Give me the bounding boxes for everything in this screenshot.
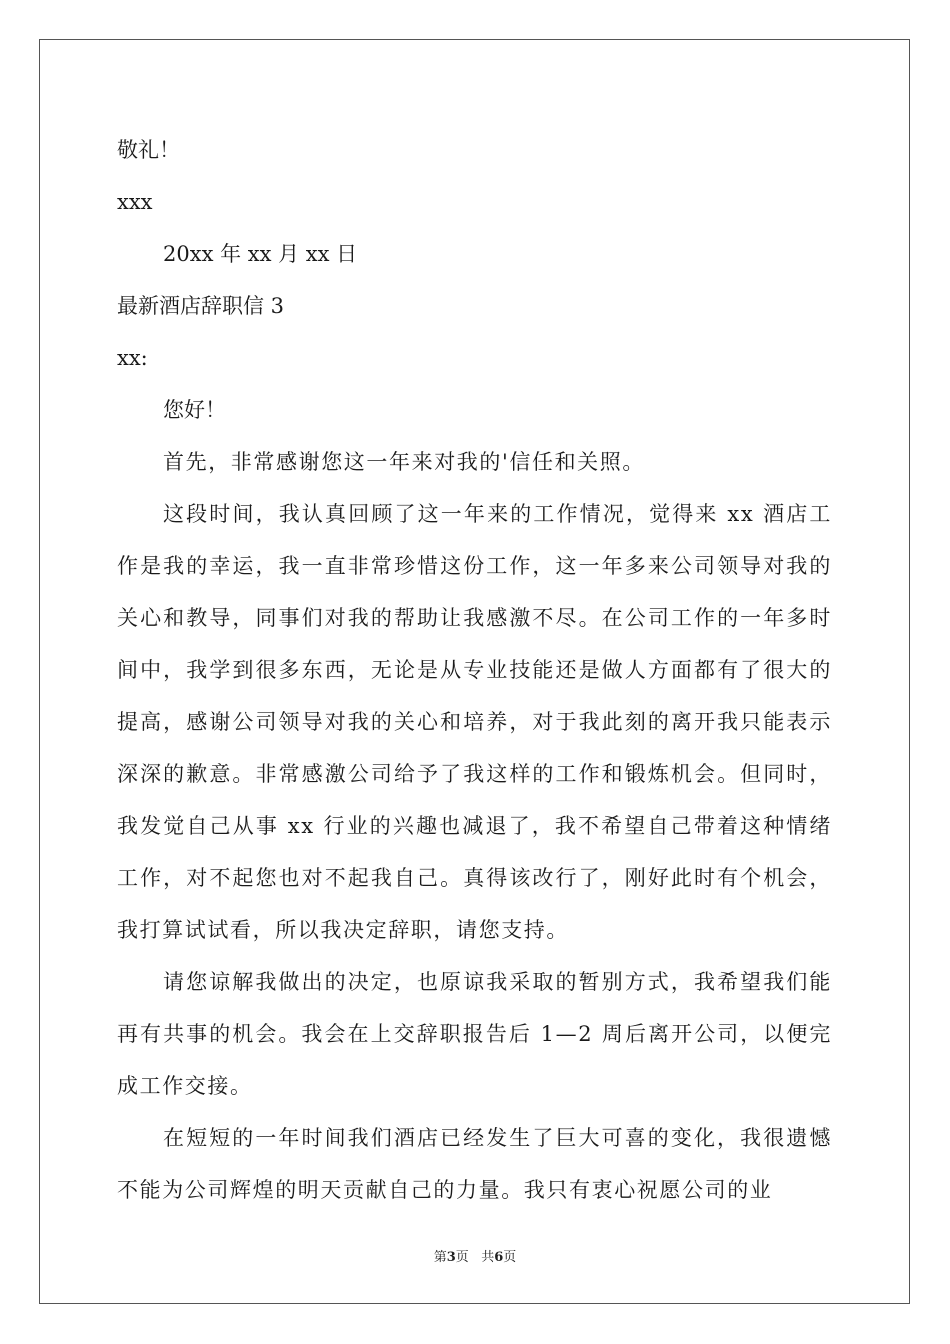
footer-prefix: 第 [433,1250,447,1265]
signature-line: xxx [117,190,153,214]
paragraph: 在短短的一年时间我们酒店已经发生了巨大可喜的变化，我很遗憾不能为公司辉煌的明天贡献自己的力量。我只有衷心祝愿公司的业 [117,1126,832,1202]
salutation-line: xx: [117,346,148,370]
document-body [117,124,832,1216]
current-page-number: 3 [446,1250,456,1265]
footer-total-prefix: 共 [481,1250,495,1265]
footer-page-suffix: 页 [455,1250,469,1265]
total-page-number: 6 [494,1250,504,1265]
greeting-line: 您好！ [163,398,226,422]
paragraph: 这段时间，我认真回顾了这一年来的工作情况，觉得来 xx 酒店工作是我的幸运，我一直非常珍惜这份工作，这一年多来公司领导对我的关心和教导，同事们对我的帮助让我感激不尽。在公司工作的一年多时间中，我学到很多东西，无论是从专业技能还是做人方面都有了很大的提高，感谢公司领导对我的关心和培养，对于我此刻的离开我只能表示深深的歉意。非常感激公司给予了我这样的工作和锻炼机会。但同时，我发觉自己从事 xx 行业的兴趣也减退了，我不希望自己带着这种情绪工作，对不起您也对不起我自己。真得该改行了，刚好此时有个机会，我打算试试看，所以我决定辞职，请您支持。 [117,502,832,942]
date-line: 20xx 年 xx 月 xx 日 [163,242,358,266]
paragraph: 首先，非常感谢您这一年来对我的'信任和关照。 [163,450,645,474]
section-title: 最新酒店辞职信 3 [117,294,285,318]
closing-line: 敬礼！ [117,138,180,162]
paragraph: 请您谅解我做出的决定，也原谅我采取的暂别方式，我希望我们能再有共事的机会。我会在上交辞职报告后 1—2 周后离开公司，以便完成工作交接。 [117,970,832,1098]
footer-total-suffix: 页 [503,1250,517,1265]
page-footer [0,1246,950,1265]
